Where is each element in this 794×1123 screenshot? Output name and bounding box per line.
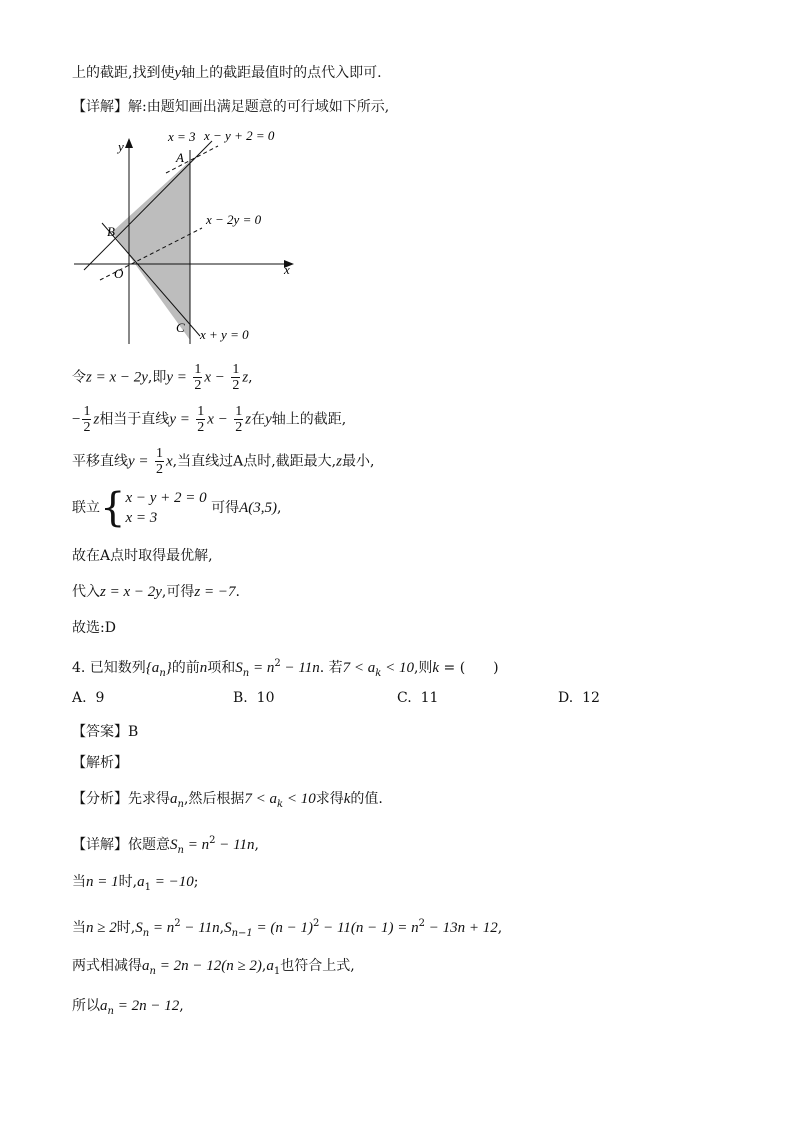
text-line: 故在A点时取得最优解, — [72, 548, 213, 564]
x-axis-label: x — [284, 262, 290, 277]
section-tag: 【详解】 — [72, 837, 128, 853]
text-line: 【详解】解:由题知画出满足题意的可行域如下所示, — [72, 99, 390, 115]
fraction: $\frac{1}{2}$ — [194, 362, 202, 393]
text-line: 【分析】先求得$a_n$,然后根据$7 < a_k < 10$求得k的值. — [72, 791, 383, 810]
text-line: 故选:D — [72, 620, 116, 636]
equation-system: x − y + 2 = 0 x = 3 — [125, 490, 207, 526]
brace: { — [100, 485, 126, 531]
text-line: − $\frac{1}{2}$ z相当于直线y = $\frac{1}{2}$ x − $\frac{1}{2}$ z在y轴上的截距, — [72, 404, 347, 435]
answer-line: 【答案】B — [72, 724, 139, 740]
label-x-eq-3: x = 3 — [168, 129, 196, 144]
section-tag: 【详解】 — [72, 99, 128, 115]
text-line: 两式相减得$a_n = 2n - 12(n \ge 2),a_1$也符合上式, — [72, 958, 355, 977]
point-C-label: C — [176, 320, 185, 335]
fraction: $\frac{1}{2}$ — [83, 404, 91, 435]
option-d: D. 12 — [558, 690, 600, 706]
label-line-1: x − y + 2 = 0 — [204, 128, 275, 143]
point-B-label: B — [107, 224, 115, 239]
section-tag: 【解析】 — [72, 755, 128, 771]
text-line: 上的截距,找到使y轴上的截距最值时的点代入即可. — [72, 65, 382, 81]
label-line-3: x + y = 0 — [200, 327, 249, 342]
y-axis-arrow — [125, 138, 133, 148]
point-A-label: A — [176, 150, 184, 165]
question-4: 4. 已知数列$\{a_n\}$的前n项和$S_n = n^2 - 11n$. 若$7 < a_k < 10$,则k = ( ) — [72, 658, 499, 679]
section-tag: 【答案】 — [72, 724, 128, 740]
text-line: 令z = x − 2y,即y = $\frac{1}{2}$ x − $\frac{1}{2}$ z, — [72, 362, 253, 393]
fraction: $\frac{1}{2}$ — [235, 404, 243, 435]
fraction: $\frac{1}{2}$ — [197, 404, 205, 435]
y-axis-label: y — [118, 139, 124, 154]
feasible-region-figure — [72, 126, 312, 351]
text-line: 所以$a_n = 2n - 12$, — [72, 998, 184, 1017]
origin-label: O — [114, 266, 124, 281]
text-line: 平移直线y = $\frac{1}{2}$ x,当直线过A点时,截距最大,z最小, — [72, 446, 375, 477]
fraction: $\frac{1}{2}$ — [155, 446, 163, 477]
fraction: $\frac{1}{2}$ — [232, 362, 240, 393]
dashed-parallel-through-A — [166, 146, 218, 173]
option-a: A. 9 — [72, 690, 105, 706]
text-line: 当n ≥ 2时$,S_n = n^2 - 11n,S_{n-1} = (n - 1)^2 - 11(n - 1) = n^2 - 13n + 12$, — [72, 918, 503, 939]
option-b: B. 10 — [233, 690, 275, 706]
feasible-region — [112, 161, 190, 340]
option-c: C. 11 — [397, 690, 439, 706]
text-line: 联立{ x − y + 2 = 0 x = 3 可得A(3,5), — [72, 485, 282, 531]
text-line: 【详解】依题意$S_n = n^2 - 11n$, — [72, 835, 259, 856]
text-line: 代入z = x − 2y,可得z = −7. — [72, 584, 240, 600]
text-line: 当n = 1时$,a_1 = -10$; — [72, 874, 199, 893]
label-line-2: x − 2y = 0 — [206, 212, 262, 227]
section-tag: 【分析】 — [72, 791, 128, 807]
